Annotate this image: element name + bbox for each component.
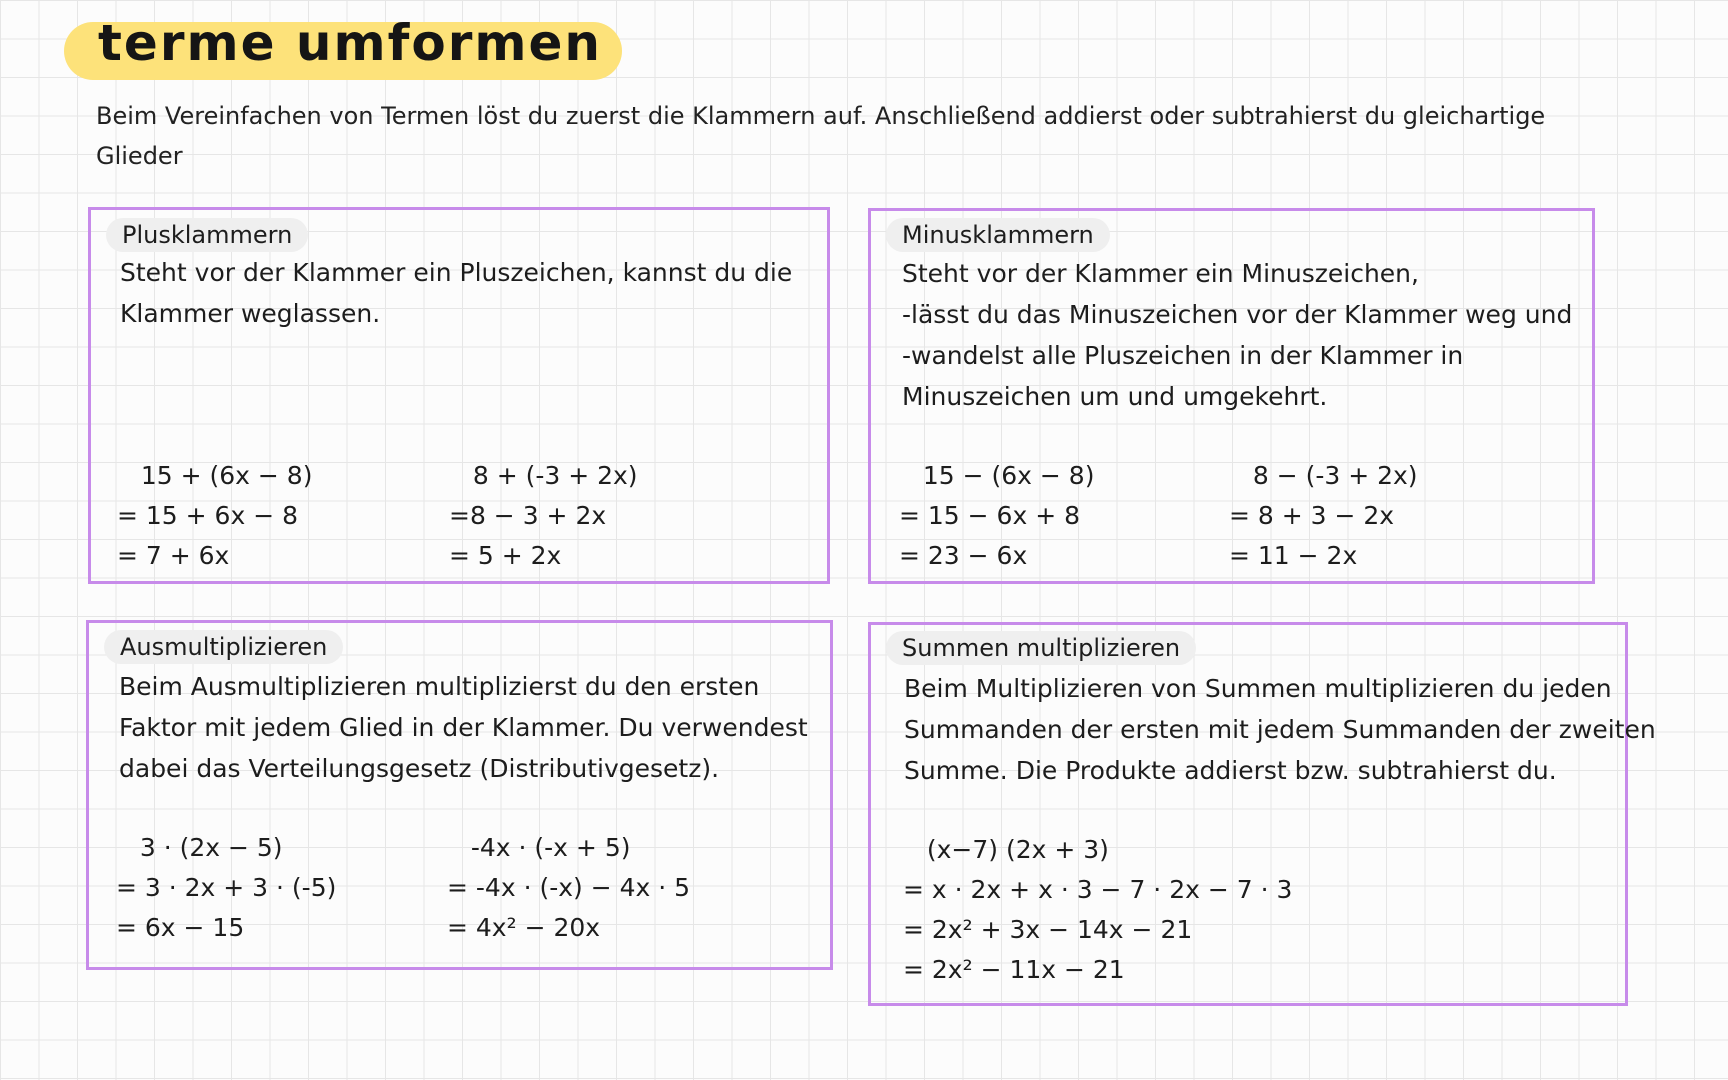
math-line: 3 · (2x − 5) <box>116 833 283 862</box>
example-right <box>449 456 638 576</box>
example-right <box>1229 456 1418 576</box>
text-line: Summe. Die Produkte addierst bzw. subtrahierst du. <box>904 756 1557 785</box>
example-left <box>116 828 336 948</box>
math-line: = -4x · (-x) − 4x · 5 <box>447 873 691 902</box>
math-line: = 3 · 2x + 3 · (-5) <box>116 873 337 902</box>
math-line: = x · 2x + x · 3 − 7 · 2x − 7 · 3 <box>903 875 1293 904</box>
math-line: -4x · (-x + 5) <box>447 833 631 862</box>
card-ausmultiplizieren <box>86 620 833 970</box>
card-text <box>119 666 808 789</box>
card-label: Summen multiplizieren <box>886 631 1196 665</box>
math-line: = 8 + 3 − 2x <box>1229 501 1395 530</box>
text-line: -lässt du das Minuszeichen vor der Klammer weg und <box>902 300 1573 329</box>
card-label: Plusklammern <box>106 218 308 252</box>
card-minusklammern <box>868 208 1595 584</box>
text-line: Steht vor der Klammer ein Minuszeichen, <box>902 259 1419 288</box>
text-line: Minuszeichen um und umgekehrt. <box>902 382 1328 411</box>
text-line: Steht vor der Klammer ein Pluszeichen, kannst du die <box>120 258 793 287</box>
math-line: = 6x − 15 <box>116 913 245 942</box>
card-label: Ausmultiplizieren <box>104 630 343 664</box>
card-summen-multiplizieren <box>868 622 1656 1006</box>
example-left <box>117 456 312 576</box>
math-line: 15 + (6x − 8) <box>117 461 313 490</box>
math-line: = 2x² + 3x − 14x − 21 <box>903 915 1193 944</box>
card-label: Minusklammern <box>886 218 1110 252</box>
text-line: -wandelst alle Pluszeichen in der Klammer in <box>902 341 1464 370</box>
text-line: Beim Ausmultiplizieren multiplizierst du den ersten <box>119 672 760 701</box>
text-line: Summanden der ersten mit jedem Summanden der zweiten <box>904 715 1656 744</box>
example-left <box>899 456 1094 576</box>
text-line: Faktor mit jedem Glied in der Klammer. Du verwendest <box>119 713 808 742</box>
math-line: = 4x² − 20x <box>447 913 601 942</box>
math-line: 15 − (6x − 8) <box>899 461 1095 490</box>
math-line: = 2x² − 11x − 21 <box>903 955 1125 984</box>
math-line: =8 − 3 + 2x <box>449 501 607 530</box>
text-line: dabei das Verteilungsgesetz (Distributivgesetz). <box>119 754 720 783</box>
math-line: = 15 + 6x − 8 <box>117 501 298 530</box>
intro-line: Beim Vereinfachen von Termen löst du zuerst die Klammern auf. Anschließend addierst oder subtrahierst du gleichartige <box>96 102 1546 130</box>
intro-paragraph <box>96 96 1596 176</box>
math-line: = 11 − 2x <box>1229 541 1358 570</box>
card-text <box>120 252 792 334</box>
math-line: = 15 − 6x + 8 <box>899 501 1080 530</box>
math-line: 8 + (-3 + 2x) <box>449 461 638 490</box>
page-title: terme umformen <box>98 14 602 72</box>
text-line: Klammer weglassen. <box>120 299 381 328</box>
math-line: = 5 + 2x <box>449 541 562 570</box>
example-right <box>447 828 690 948</box>
intro-line: Glieder <box>96 142 183 170</box>
card-text <box>902 253 1572 417</box>
math-line: (x−7) (2x + 3) <box>903 835 1109 864</box>
math-line: 8 − (-3 + 2x) <box>1229 461 1418 490</box>
text-line: Beim Multiplizieren von Summen multiplizieren du jeden <box>904 674 1612 703</box>
card-text <box>904 668 1656 791</box>
example-left <box>903 830 1292 990</box>
card-plusklammern <box>88 207 830 584</box>
math-line: = 23 − 6x <box>899 541 1028 570</box>
math-line: = 7 + 6x <box>117 541 230 570</box>
